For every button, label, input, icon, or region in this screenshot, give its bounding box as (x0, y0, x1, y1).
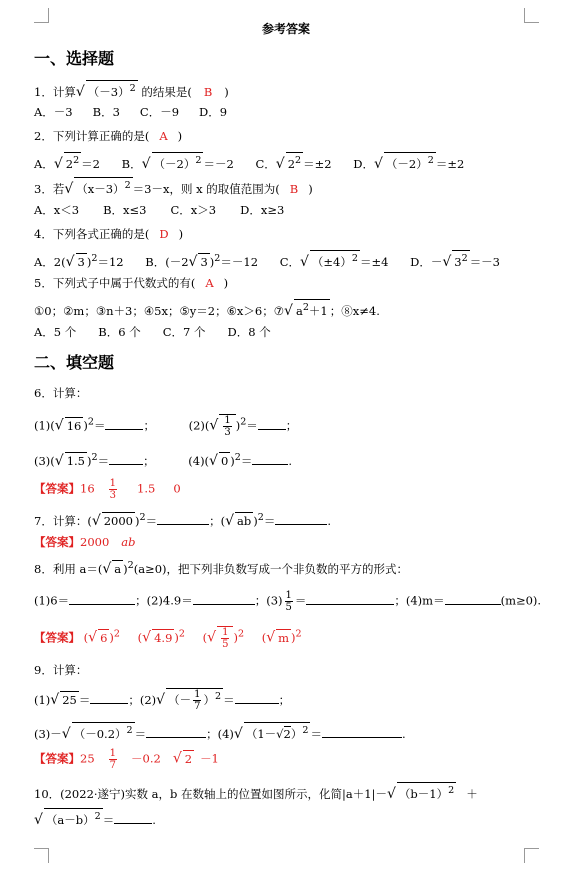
question-2-options: A．√ $2^2 =2$ B．√ $(-2)^2 =-2$ C．√ $2^2 =\pm 2$ D．√ $(-2)^2 =\pm 2$ (34, 152, 464, 172)
question-4-options: A．2(√ 3 )$^2$＝12 B．(－2√ 3 )$^2$＝－12 C．√ $(\pm 4)^2 =\pm 4$ D．－√ $3^2 =-3$ (34, 250, 500, 270)
question-5: 5．下列式子中属于代数式的有( A ) (34, 276, 229, 290)
answer-3: B (289, 181, 299, 196)
question-1: 1．计算√ $(-3)^2$ 的结果是( B ) (34, 80, 229, 100)
question-6-line-1: (1)(√ 16 )$^2$＝ ； (2)(√ $\frac{1}{3}$ )$^2$＝ ； (34, 415, 298, 438)
corner-mark-bottom-left (34, 848, 49, 863)
question-9-line-1: (1)√ 25 ＝ ；(2)√ （－ $\frac{1}{7}$ ）$^2$ ＝ ； (34, 689, 291, 713)
question-5-options: A．5 个 B．6 个 C．7 个 D．8 个 (34, 325, 271, 339)
question-6: 6．计算： (34, 386, 88, 400)
question-3: 3．若√ $(x-3)^2 =3-x$，则 x 的取值范围为( B ) (34, 177, 313, 197)
answer-4: D (159, 227, 169, 241)
corner-mark-bottom-right (524, 848, 539, 863)
question-8: 8．利用 a＝(√ a )$^2$(a≥0)，把下列非负数写成一个非负数的平方的形式： (34, 560, 408, 577)
answer-1: B (203, 84, 213, 99)
answer-8: 【答案】 (√ 6 )$^2$ (√ 4.9 )$^2$ (√ $\frac{1}{5}$ )$^2$ (√ m )$^2$ (34, 627, 302, 650)
answer-2: A (159, 129, 168, 143)
question-3-options: A．x＜3 B．x≤3 C．x＞3 D．x≥3 (34, 203, 285, 217)
question-10-line-2: √ $(a-b)^2$ ＝ . (34, 808, 156, 828)
question-1-options: A．－3 B．3 C．－9 D．9 (34, 105, 228, 119)
question-9: 9．计算： (34, 663, 88, 677)
question-2: 2．下列计算正确的是( A ) (34, 129, 183, 143)
answer-5: A (205, 276, 214, 290)
question-7: 7．计算：(√ 2000 )$^2$＝ ；(√ ab )$^2$＝ . (34, 512, 332, 529)
answer-9: 【答案】25 $\frac{1}{7}$ －0.2 √ 2 －1 (34, 748, 219, 771)
section-heading-choice: 一、选择题 (34, 49, 115, 68)
page-title: 参考答案 (261, 22, 310, 36)
question-10: 10．(2022·遂宁)实数 a，b 在数轴上的位置如图所示，化简|a＋1|－√ $(b-1)^2$ ＋ (34, 782, 478, 802)
question-6-line-2: (3)(√ 1.5 )$^2$＝ ； (4)(√ 0 )$^2$＝ . (34, 452, 293, 469)
answer-6: 【答案】16 $\frac{1}{3}$ 1.5 0 (34, 478, 181, 501)
question-4: 4．下列各式正确的是( D ) (34, 227, 184, 241)
question-8-parts: (1)6＝ ；(2)4.9＝ ；(3) $\frac{1}{5}$ ＝ ；(4)m＝ (m≥0). (34, 590, 542, 613)
question-5-items: ①0；②m；③n＋3；④5x；⑤y＝2；⑥x＞6；⑦√ $a^2+1$ ；⑧x≠4. (34, 299, 380, 319)
question-9-line-2: (3)－√ $(-0.2)^2$ ＝ ；(4)√ $(1-√2)^2$ ＝ . (34, 722, 406, 742)
answer-7: 【答案】2000 ab (34, 535, 136, 549)
section-heading-fill: 二、填空题 (34, 353, 115, 372)
